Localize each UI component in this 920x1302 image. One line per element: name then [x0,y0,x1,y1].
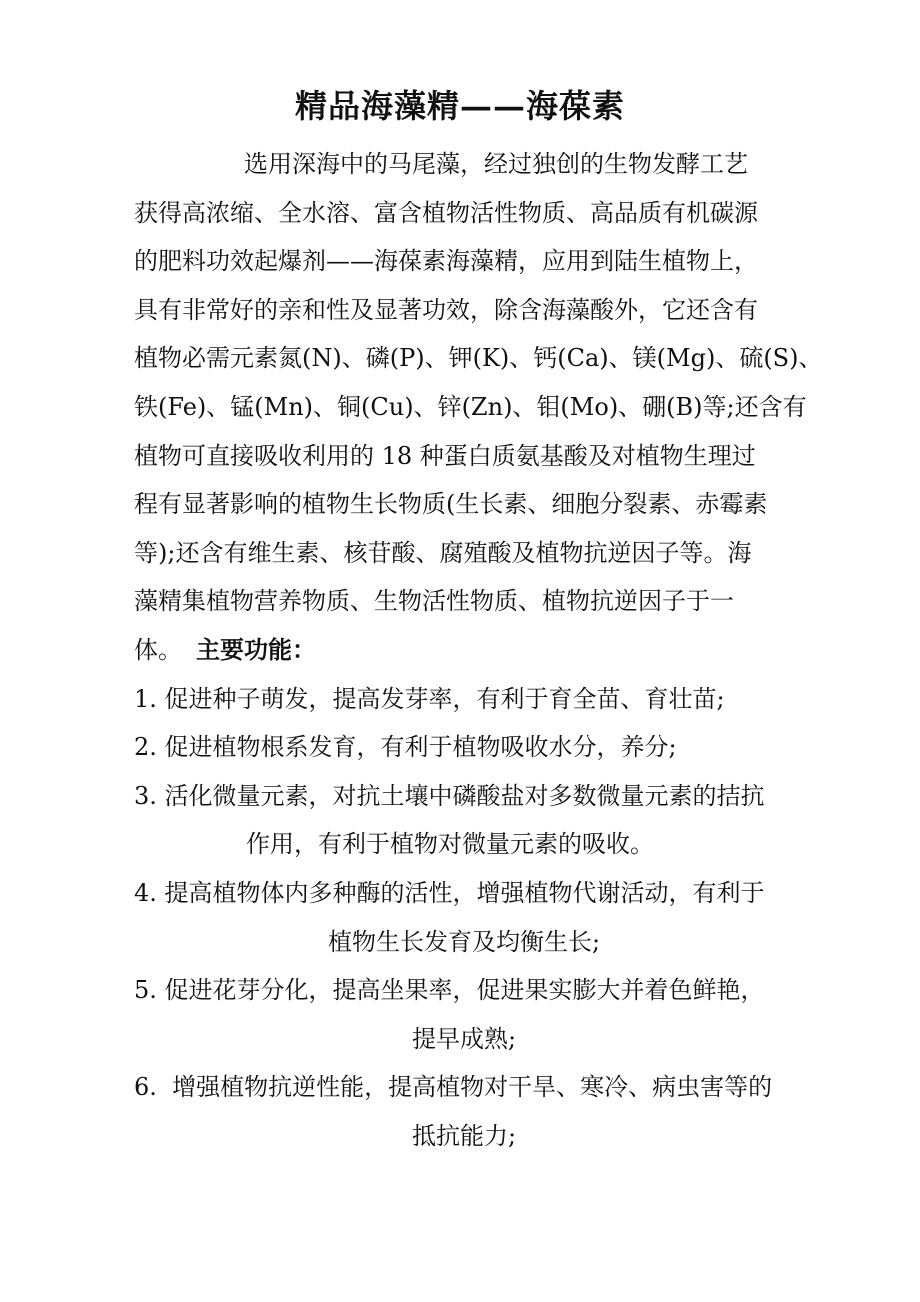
function-number: 4. [134,878,157,907]
function-item-2 [134,723,794,772]
function-number: 2. [134,733,157,762]
intro-line: 程有显著影响的植物生长物质(生长素、细胞分裂素、赤霉素 [134,490,768,519]
function-text: 增强植物抗逆性能，提高植物对干旱、寒冷、病虫害等的 [172,1073,773,1102]
intro-last-text: 体。 [134,635,182,664]
intro-line: 藻精集植物营养物质、生物活性物质、植物抗逆因子于一 [134,587,734,616]
function-item-1 [134,675,794,724]
function-number: 6. [134,1073,157,1102]
intro-last-line [134,626,794,675]
intro-line: 植物必需元素氮(N)、磷(P)、钾(K)、钙(Ca)、镁(Mg)、硫(S)、 [134,344,823,373]
function-item-6 [134,1063,794,1112]
function-item-4 [134,869,794,918]
function-item-3 [134,772,794,821]
function-text: 活化微量元素，对抗土壤中磷酸盐对多数微量元素的拮抗 [164,781,765,810]
intro-line: 具有非常好的亲和性及显著功效，除含海藻酸外，它还含有 [134,295,758,324]
function-text: 促进花芽分化，提高坐果率，促进果实膨大并着色鲜艳， [164,976,765,1005]
document-body [134,140,823,1160]
intro-line: 等);还含有维生素、核苷酸、腐殖酸及植物抗逆因子等。海 [134,538,752,567]
intro-line: 植物可直接吸收利用的 18 种蛋白质氨基酸及对植物生理过 [134,441,756,470]
function-text: 促进种子萌发，提高发芽率，有利于育全苗、育壮苗; [164,684,725,713]
functions-heading: 主要功能： [196,634,316,664]
function-text: 促进植物根系发育，有利于植物吸收水分，养分; [164,733,677,762]
function-text: 提高植物体内多种酶的活性，增强植物代谢活动，有利于 [164,878,765,907]
function-continuation: 提早成熟; [411,1024,517,1053]
function-continuation: 作用，有利于植物对微量元素的吸收。 [246,830,654,859]
function-number: 1. [134,684,157,713]
function-item-5 [134,966,794,1015]
function-continuation: 抵抗能力; [411,1121,517,1150]
intro-line: 选用深海中的马尾藻，经过独创的生物发酵工艺 [244,150,748,178]
intro-line: 获得高浓缩、全水溶、富含植物活性物质、高品质有机碳源 [134,198,758,227]
intro-line: 铁(Fe)、锰(Mn)、铜(Cu)、锌(Zn)、钼(Mo)、硼(B)等;还含有 [134,392,807,421]
document-title: 精品海藻精——海葆素 [294,87,625,125]
function-continuation: 植物生长发育及均衡生长; [327,927,601,956]
function-number: 3. [134,781,157,810]
intro-line: 的肥料功效起爆剂——海葆素海藻精，应用到陆生植物上， [134,247,758,276]
function-number: 5. [134,976,157,1005]
